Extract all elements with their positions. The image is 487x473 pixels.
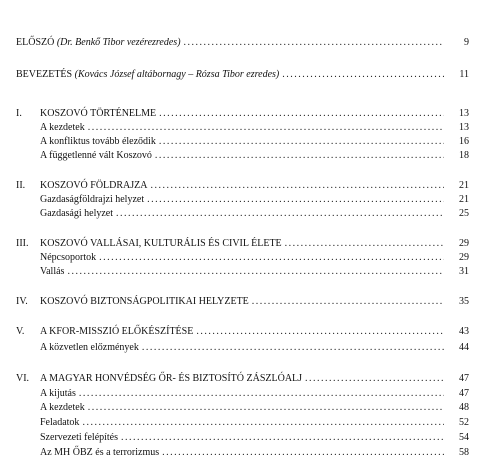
toc-section-1[interactable] [0,107,487,120]
leader-dots [282,68,444,81]
toc-section-6[interactable] [0,372,487,385]
page-number: 52 [459,417,469,428]
subentry-title: Gazdasági helyzet [40,208,114,219]
leader-dots [184,36,444,49]
toc-subentry[interactable] [0,193,487,206]
subentry-title: A közvetlen előzmények [40,342,139,353]
page-number: 43 [459,326,469,337]
leader-dots [82,416,444,429]
page-number: 35 [459,296,469,307]
section-title: A MAGYAR HONVÉDSÉG ŐR- ÉS BIZTOSÍTÓ ZÁSZLÓALJ [40,373,303,384]
leader-dots [159,135,444,148]
subentry-title: A függetlenné vált Koszovó [40,150,152,161]
subentry-title: A kijutás [40,388,76,399]
leader-dots [155,149,444,162]
page-number: 47 [459,388,469,399]
toc-subentry[interactable] [0,431,487,444]
page-number: 13 [459,108,469,119]
toc-entry-label: ELŐSZÓ [16,37,55,48]
leader-dots [121,431,444,444]
toc-subentry[interactable] [0,149,487,162]
section-title: A KFOR-MISSZIÓ ELŐKÉSZÍTÉSE [40,326,194,337]
subentry-title: Feladatok [40,417,80,428]
page-number: 48 [459,402,469,413]
toc-subentry[interactable] [0,251,487,264]
toc-entry-title [16,36,181,49]
page-number: 18 [459,150,469,161]
subentry-title: Népcsoportok [40,252,97,263]
toc-entry-bevezetes[interactable] [0,68,487,81]
subentry-title: A konfliktus tovább éleződik [40,136,156,147]
toc-entry-note: (Kovács József altábornagy – Rózsa Tibor ezredes) [74,69,280,80]
leader-dots [305,372,444,385]
toc-entry-label: BEVEZETÉS [16,69,73,80]
section-number: VI. [16,373,30,384]
section-number: IV. [16,296,28,307]
leader-dots [162,446,444,459]
subentry-title: Az MH ŐBZ és a terrorizmus [40,447,160,458]
section-number: III. [16,238,29,249]
toc-subentry[interactable] [0,207,487,220]
section-title: KOSZOVÓ TÖRTÉNELME [40,108,157,119]
toc-subentry[interactable] [0,387,487,400]
leader-dots [285,237,444,250]
subentry-title: A kezdetek [40,402,85,413]
toc-subentry[interactable] [0,135,487,148]
page-number: 54 [459,432,469,443]
leader-dots [252,295,444,308]
section-number: V. [16,326,25,337]
page-number: 25 [459,208,469,219]
section-number: II. [16,180,26,191]
page-number: 29 [459,238,469,249]
toc-section-4[interactable] [0,295,487,308]
subentry-title: Gazdaságföldrajzi helyzet [40,194,145,205]
subentry-title: Vallás [40,266,65,277]
page-number: 31 [459,266,469,277]
page-number: 58 [459,447,469,458]
leader-dots [99,251,444,264]
toc-section-2[interactable] [0,179,487,192]
toc-entry-eloszo[interactable] [0,36,487,49]
toc-subentry[interactable] [0,265,487,278]
leader-dots [159,107,444,120]
page-number: 13 [459,122,469,133]
leader-dots [142,341,444,354]
leader-dots [67,265,444,278]
leader-dots [196,325,444,338]
page-number: 29 [459,252,469,263]
page-number: 47 [459,373,469,384]
leader-dots [88,401,444,414]
leader-dots [151,179,444,192]
page-number: 16 [459,136,469,147]
section-title: KOSZOVÓ VALLÁSAI, KULTURÁLIS ÉS CIVIL ÉLETE [40,238,282,249]
toc-subentry[interactable] [0,341,487,354]
leader-dots [88,121,444,134]
leader-dots [147,193,444,206]
toc-entry-note: (Dr. Benkő Tibor vezérezredes) [56,37,181,48]
toc-section-3[interactable] [0,237,487,250]
page-number: 44 [459,342,469,353]
page-number: 11 [459,69,469,80]
page-number: 21 [459,180,469,191]
page-number: 9 [464,37,469,48]
toc-subentry[interactable] [0,446,487,459]
section-title: KOSZOVÓ BIZTONSÁGPOLITIKAI HELYZETE [40,296,249,307]
toc-section-5[interactable] [0,325,487,338]
toc-subentry[interactable] [0,416,487,429]
subentry-title: Szervezeti felépítés [40,432,119,443]
section-title: KOSZOVÓ FÖLDRAJZA [40,180,148,191]
toc-entry-title [16,68,279,81]
toc-subentry[interactable] [0,121,487,134]
page-number: 21 [459,194,469,205]
toc-subentry[interactable] [0,401,487,414]
subentry-title: A kezdetek [40,122,85,133]
leader-dots [116,207,444,220]
section-number: I. [16,108,22,119]
leader-dots [79,387,444,400]
